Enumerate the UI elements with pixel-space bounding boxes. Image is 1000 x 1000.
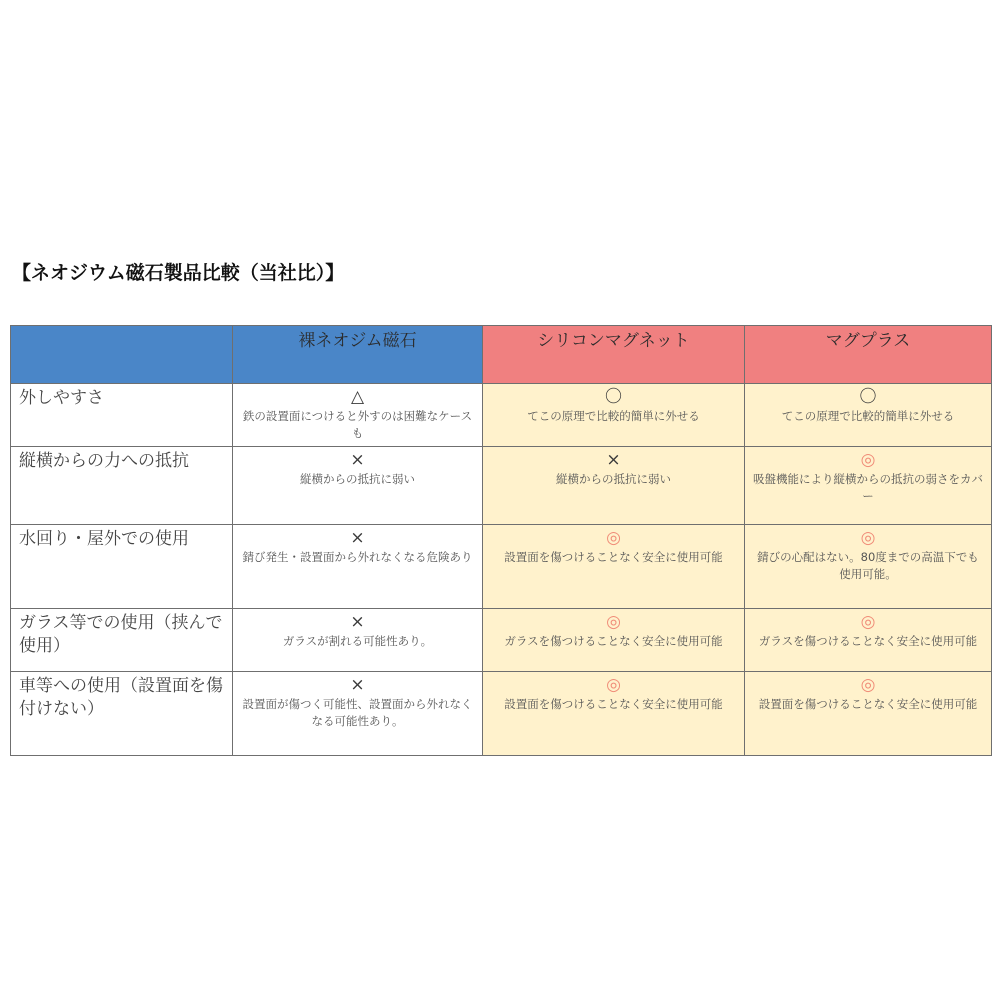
table-cell	[233, 525, 483, 609]
table-row	[11, 609, 992, 672]
cell-note: 錆び発生・設置面から外れなくなる危険あり	[242, 550, 473, 564]
cell-note: ガラスを傷つけることなく安全に使用可能	[758, 634, 978, 648]
cell-note: 設置面を傷つけることなく安全に使用可能	[504, 550, 723, 564]
table-cell	[483, 525, 745, 609]
cell-note: 設置面が傷つく可能性、設置面から外れなくなる可能性あり。	[242, 697, 473, 728]
cell-note: 錆びの心配はない。80度までの高温下でも使用可能。	[757, 550, 979, 581]
table-cell	[233, 672, 483, 756]
rating-symbol: ◎	[860, 612, 876, 632]
table-row	[11, 384, 992, 447]
rating-symbol: ◎	[606, 528, 621, 548]
cell-note: ガラスが割れる可能性あり。	[282, 634, 433, 648]
rating-symbol: 〇	[605, 387, 622, 407]
cell-note: 縦横からの抵抗に弱い	[300, 472, 415, 486]
header-silicon-magnet: シリコンマグネット	[483, 326, 745, 384]
criterion-label: 水回り・屋外での使用	[11, 525, 233, 609]
table-cell	[745, 672, 992, 756]
rating-symbol: ×	[606, 450, 621, 470]
rating-symbol: ×	[350, 450, 365, 470]
cell-note: ガラスを傷つけることなく安全に使用可能	[504, 634, 723, 648]
cell-note: てこの原理で比較的簡単に外せる	[527, 409, 700, 423]
table-cell	[745, 384, 992, 447]
table-cell	[745, 447, 992, 525]
rating-symbol: △	[350, 387, 365, 407]
cell-note: 縦横からの抵抗に弱い	[556, 472, 671, 486]
rating-symbol: ×	[350, 675, 365, 695]
criterion-label: 車等への使用（設置面を傷付けない）	[11, 672, 233, 756]
table-cell	[483, 447, 745, 525]
rating-symbol: ◎	[860, 528, 876, 548]
rating-symbol: ◎	[606, 675, 621, 695]
page-title: 【ネオジウム磁石製品比較（当社比）】	[12, 262, 345, 284]
rating-symbol: ◎	[860, 450, 876, 470]
rating-symbol: ×	[350, 612, 365, 632]
header-bare-neodymium: 裸ネオジム磁石	[233, 326, 483, 384]
header-empty-cell	[11, 326, 233, 384]
rating-symbol: 〇	[859, 387, 877, 407]
cell-note: 設置面を傷つけることなく安全に使用可能	[504, 697, 723, 711]
header-magplus: マグプラス	[745, 326, 992, 384]
cell-note: 鉄の設置面につけると外すのは困難なケースも	[242, 409, 473, 440]
table-cell	[233, 447, 483, 525]
table-cell	[233, 609, 483, 672]
header-row	[11, 326, 992, 384]
table-cell	[745, 609, 992, 672]
table-cell	[233, 384, 483, 447]
rating-symbol: ◎	[860, 675, 876, 695]
table-row	[11, 447, 992, 525]
criterion-label: 外しやすさ	[11, 384, 233, 447]
table-row	[11, 672, 992, 756]
cell-note: てこの原理で比較的簡単に外せる	[781, 409, 955, 423]
table-cell	[745, 525, 992, 609]
rating-symbol: ×	[350, 528, 365, 548]
criterion-label: ガラス等での使用（挟んで使用）	[11, 609, 233, 672]
table-cell	[483, 672, 745, 756]
table-row	[11, 525, 992, 609]
table-cell	[483, 384, 745, 447]
criterion-label: 縦横からの力への抵抗	[11, 447, 233, 525]
comparison-table	[10, 325, 992, 756]
table-cell	[483, 609, 745, 672]
rating-symbol: ◎	[606, 612, 621, 632]
cell-note: 設置面を傷つけることなく安全に使用可能	[758, 697, 978, 711]
cell-note: 吸盤機能により縦横からの抵抗の弱さをカバー	[753, 472, 983, 503]
